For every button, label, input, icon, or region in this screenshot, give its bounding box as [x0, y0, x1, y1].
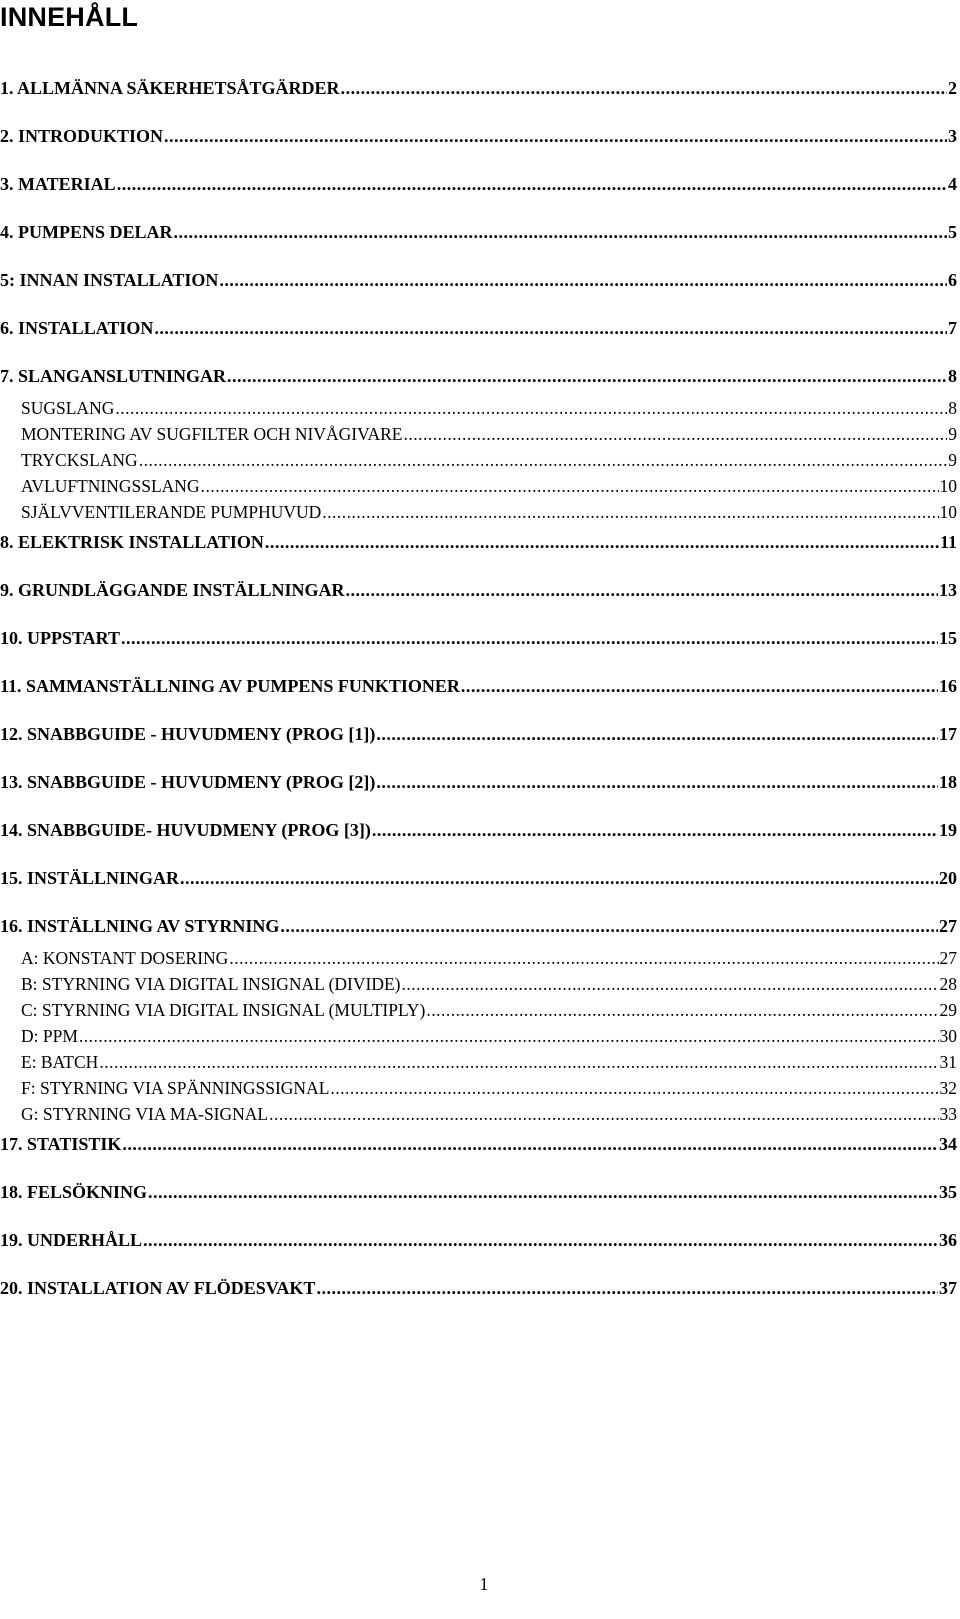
- toc-entry-label: E: BATCH: [21, 1052, 99, 1072]
- toc-entry-label: 6. INSTALLATION: [0, 318, 154, 338]
- toc-entry-label: 11. SAMMANSTÄLLNING AV PUMPENS FUNKTIONER: [0, 676, 460, 696]
- toc-entry-label: 12. SNABBGUIDE - HUVUDMENY (PROG [1]): [0, 724, 376, 744]
- toc-entry-page: 6: [948, 270, 957, 290]
- toc-entry[interactable]: [0, 222, 957, 243]
- toc-entry-label: F: STYRNING VIA SPÄNNINGSSIGNAL: [21, 1078, 330, 1098]
- dot-leader: [341, 78, 947, 99]
- page-title: INNEHÅLL: [0, 2, 139, 32]
- dot-leader: [99, 1052, 938, 1073]
- toc-entry[interactable]: [0, 916, 957, 937]
- dot-leader: [229, 948, 938, 969]
- dot-leader: [265, 532, 939, 553]
- dot-leader: [316, 1278, 938, 1299]
- toc-entry-page: 28: [939, 974, 957, 994]
- toc-subentry[interactable]: [0, 1078, 957, 1099]
- dot-leader: [201, 476, 939, 497]
- dot-leader: [402, 974, 939, 995]
- toc-subentry[interactable]: [0, 1026, 957, 1047]
- toc-entry-label: TRYCKSLANG: [21, 450, 138, 470]
- toc-subentry[interactable]: [0, 450, 957, 471]
- toc-entry-label: 3. MATERIAL: [0, 174, 116, 194]
- dot-leader: [403, 424, 947, 445]
- toc-entry-label: 7. SLANGANSLUTNINGAR: [0, 366, 227, 386]
- toc-entry-page: 7: [948, 318, 957, 338]
- dot-leader: [322, 502, 938, 523]
- toc-entry-page: 27: [939, 948, 957, 968]
- dot-leader: [376, 724, 938, 745]
- toc-subentry[interactable]: [0, 974, 957, 995]
- toc-entry[interactable]: [0, 724, 957, 745]
- dot-leader: [154, 318, 947, 339]
- toc-entry-label: C: STYRNING VIA DIGITAL INSIGNAL (MULTIPLY): [21, 1000, 426, 1020]
- toc-entry-page: 37: [939, 1278, 957, 1298]
- toc-entry-page: 19: [939, 820, 957, 840]
- toc-entry[interactable]: [0, 366, 957, 387]
- dot-leader: [117, 174, 947, 195]
- toc-entry[interactable]: [0, 270, 957, 291]
- toc-entry-label: 15. INSTÄLLNINGAR: [0, 868, 180, 888]
- toc-entry-label: A: KONSTANT DOSERING: [21, 948, 229, 968]
- toc-entry-page: 8: [948, 398, 957, 418]
- toc-entry-page: 3: [948, 126, 957, 146]
- toc-entry-label: 17. STATISTIK: [0, 1134, 122, 1154]
- toc-entry-label: D: PPM: [21, 1026, 78, 1046]
- dot-leader: [139, 450, 948, 471]
- toc-entry-page: 11: [939, 532, 957, 552]
- toc-entry[interactable]: [0, 1182, 957, 1203]
- toc-entry-label: B: STYRNING VIA DIGITAL INSIGNAL (DIVIDE): [21, 974, 401, 994]
- dot-leader: [346, 580, 938, 601]
- toc-entry-label: 20. INSTALLATION AV FLÖDESVAKT: [0, 1278, 316, 1298]
- toc-entry-page: 20: [939, 868, 957, 888]
- toc-entry-label: 8. ELEKTRISK INSTALLATION: [0, 532, 264, 552]
- dot-leader: [280, 916, 938, 937]
- toc-entry-label: 2. INTRODUKTION: [0, 126, 164, 146]
- toc-entry[interactable]: [0, 174, 957, 195]
- toc-entry[interactable]: [0, 772, 957, 793]
- toc-entry-page: 2: [948, 78, 957, 98]
- page-number: 1: [479, 1574, 489, 1594]
- toc-entry-page: 36: [939, 1230, 957, 1250]
- toc-entry[interactable]: [0, 318, 957, 339]
- toc-entry[interactable]: [0, 628, 957, 649]
- toc-entry-page: 16: [939, 676, 957, 696]
- toc-entry-page: 4: [948, 174, 957, 194]
- toc-entry-page: 29: [939, 1000, 957, 1020]
- toc-entry[interactable]: [0, 820, 957, 841]
- toc-entry-page: 33: [939, 1104, 957, 1124]
- toc-entry-page: 30: [939, 1026, 957, 1046]
- toc-entry-label: 14. SNABBGUIDE- HUVUDMENY (PROG [3]): [0, 820, 371, 840]
- dot-leader: [372, 820, 938, 841]
- toc-entry[interactable]: [0, 580, 957, 601]
- toc-entry[interactable]: [0, 1230, 957, 1251]
- dot-leader: [426, 1000, 938, 1021]
- toc-entry-label: 18. FELSÖKNING: [0, 1182, 148, 1202]
- dot-leader: [79, 1026, 939, 1047]
- toc-entry-page: 9: [948, 450, 957, 470]
- toc-entry-page: 10: [939, 476, 957, 496]
- toc-entry-page: 31: [939, 1052, 957, 1072]
- dot-leader: [227, 366, 947, 387]
- toc-entry[interactable]: [0, 1278, 957, 1299]
- toc-subentry[interactable]: [0, 1000, 957, 1021]
- toc-entry-page: 5: [948, 222, 957, 242]
- toc-entry-label: SJÄLVVENTILERANDE PUMPHUVUD: [21, 502, 322, 522]
- toc-entry-page: 17: [939, 724, 957, 744]
- dot-leader: [115, 398, 947, 419]
- toc-entry-label: 4. PUMPENS DELAR: [0, 222, 173, 242]
- toc-entry-label: SUGSLANG: [21, 398, 115, 418]
- toc-entry-label: 10. UPPSTART: [0, 628, 121, 648]
- toc-entry-page: 27: [939, 916, 957, 936]
- dot-leader: [121, 628, 938, 649]
- toc-entry-label: 19. UNDERHÅLL: [0, 1230, 143, 1250]
- toc-entry-page: 34: [939, 1134, 957, 1154]
- dot-leader: [148, 1182, 938, 1203]
- toc-entry[interactable]: [0, 1134, 957, 1155]
- toc-entry-page: 13: [939, 580, 957, 600]
- dot-leader: [164, 126, 947, 147]
- toc-subentry[interactable]: [0, 1052, 957, 1073]
- dot-leader: [174, 222, 947, 243]
- toc-subentry[interactable]: [0, 424, 957, 445]
- toc-entry-label: 13. SNABBGUIDE - HUVUDMENY (PROG [2]): [0, 772, 376, 792]
- toc-subentry[interactable]: [0, 476, 957, 497]
- toc-entry-label: 9. GRUNDLÄGGANDE INSTÄLLNINGAR: [0, 580, 345, 600]
- toc-entry[interactable]: [0, 532, 957, 553]
- toc-subentry[interactable]: [0, 502, 957, 523]
- toc-entry-label: 16. INSTÄLLNING AV STYRNING: [0, 916, 280, 936]
- toc-entry[interactable]: [0, 676, 957, 697]
- toc-entry-page: 32: [939, 1078, 957, 1098]
- toc-entry[interactable]: [0, 78, 957, 99]
- toc-entry-label: 5: INNAN INSTALLATION: [0, 270, 219, 290]
- toc-subentry[interactable]: [0, 398, 957, 419]
- dot-leader: [122, 1134, 938, 1155]
- toc-entry[interactable]: [0, 126, 957, 147]
- toc-entry-page: 18: [939, 772, 957, 792]
- dot-leader: [143, 1230, 938, 1251]
- dot-leader: [376, 772, 938, 793]
- dot-leader: [330, 1078, 938, 1099]
- dot-leader: [269, 1104, 938, 1125]
- toc-entry-page: 35: [939, 1182, 957, 1202]
- toc-entry-page: 8: [948, 366, 957, 386]
- toc-subentry[interactable]: [0, 1104, 957, 1125]
- toc-subentry[interactable]: [0, 948, 957, 969]
- toc-entry-label: MONTERING AV SUGFILTER OCH NIVÅGIVARE: [21, 424, 403, 444]
- dot-leader: [219, 270, 947, 291]
- toc-entry[interactable]: [0, 868, 957, 889]
- toc-entry-page: 15: [939, 628, 957, 648]
- toc-entry-label: G: STYRNING VIA MA-SIGNAL: [21, 1104, 269, 1124]
- dot-leader: [461, 676, 938, 697]
- toc-entry-page: 9: [948, 424, 957, 444]
- toc-entry-label: 1. ALLMÄNNA SÄKERHETSÅTGÄRDER: [0, 78, 340, 98]
- toc-entry-page: 10: [939, 502, 957, 522]
- toc-entry-label: AVLUFTNINGSSLANG: [21, 476, 200, 496]
- dot-leader: [180, 868, 938, 889]
